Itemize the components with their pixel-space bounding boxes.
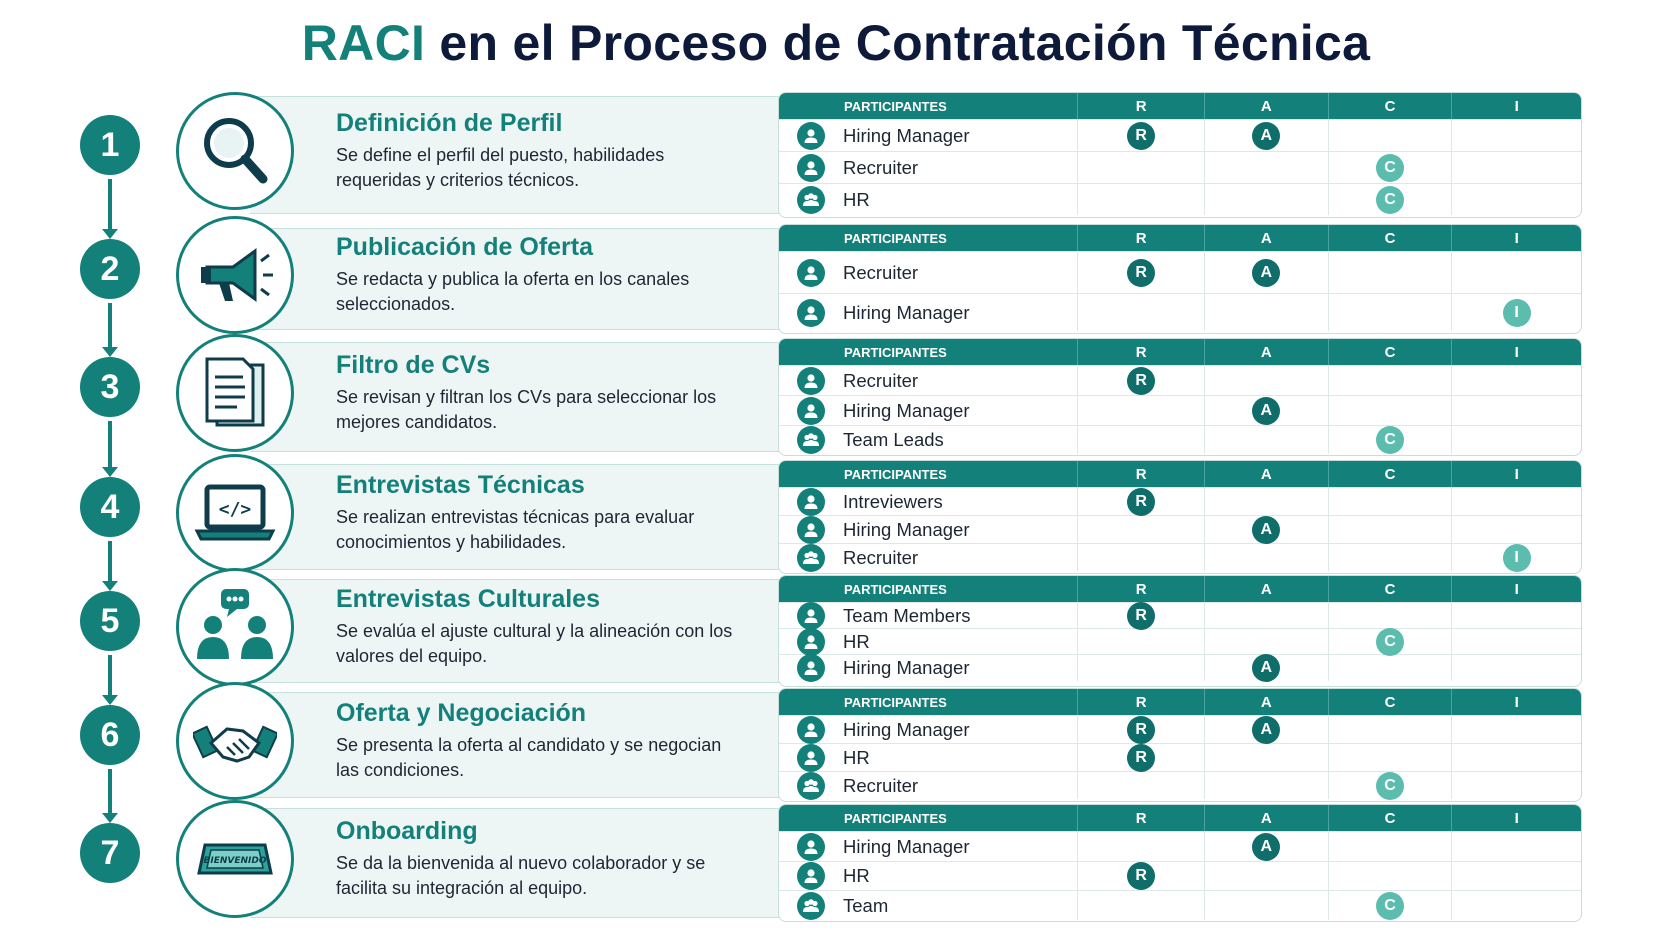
raci-row	[779, 890, 1581, 920]
role-cell-i	[1452, 488, 1581, 515]
role-cell-c	[1329, 655, 1453, 681]
participant-name: Hiring Manager	[843, 124, 970, 146]
role-cell-c	[1329, 862, 1453, 890]
role-cell-c	[1329, 426, 1453, 454]
person-icon	[797, 122, 825, 150]
participant-cell	[779, 629, 1078, 654]
step-number-badge: 6	[80, 705, 140, 765]
role-cell-c	[1329, 120, 1453, 151]
role-cell-r	[1078, 252, 1205, 293]
role-cell-i	[1452, 184, 1581, 215]
raci-row	[779, 602, 1581, 628]
header-i: I	[1514, 343, 1519, 361]
flow-arrow	[108, 655, 112, 697]
title-accent: RACI	[301, 15, 426, 71]
role-cell-i	[1452, 294, 1581, 331]
participant-name: Hiring Manager	[843, 835, 970, 857]
participant-name: Team	[843, 894, 889, 916]
flow-arrow	[108, 541, 112, 583]
flow-arrow	[108, 421, 112, 469]
role-cell-r	[1078, 488, 1205, 515]
laptop-code-icon	[193, 471, 277, 555]
step-description: Se realizan entrevistas técnicas para evaluar conocimientos y habilidades.	[336, 507, 695, 552]
role-cell-a	[1205, 396, 1329, 425]
header-a: A	[1205, 689, 1329, 715]
header-participantes: PARTICIPANTES	[779, 805, 1078, 831]
role-cell-i	[1452, 252, 1581, 293]
step-number-badge: 4	[80, 477, 140, 537]
role-cell-i	[1452, 603, 1581, 628]
person-icon	[797, 299, 825, 327]
role-cell-c	[1329, 629, 1453, 654]
person-icon	[797, 259, 825, 287]
role-cell-r	[1078, 772, 1205, 799]
step-title: Onboarding	[336, 817, 478, 845]
participant-cell	[779, 294, 1078, 331]
step-icon-circle	[176, 800, 294, 918]
raci-row	[779, 771, 1581, 799]
raci-badge-r: R	[1127, 488, 1155, 516]
role-cell-c	[1329, 772, 1453, 799]
header-r: R	[1078, 576, 1205, 602]
conversation-icon	[193, 585, 277, 669]
raci-badge-c: C	[1376, 892, 1404, 920]
role-cell-r	[1078, 426, 1205, 454]
svg-text:BIENVENIDO: BIENVENIDO	[203, 856, 267, 866]
role-cell-r	[1078, 396, 1205, 425]
participant-cell	[779, 744, 1078, 771]
header-participantes: PARTICIPANTES	[779, 689, 1078, 715]
role-cell-r	[1078, 366, 1205, 395]
role-cell-a	[1205, 152, 1329, 183]
flow-arrow	[108, 179, 112, 231]
header-r: R	[1078, 225, 1205, 251]
raci-table	[778, 688, 1582, 802]
header-i: I	[1514, 229, 1519, 247]
raci-row	[779, 654, 1581, 681]
header-participantes: PARTICIPANTES	[779, 461, 1078, 487]
participant-cell	[779, 772, 1078, 799]
participant-name: Recruiter	[843, 546, 919, 568]
raci-badge-r: R	[1127, 259, 1155, 287]
participant-name: Hiring Manager	[843, 399, 970, 421]
participant-name: Hiring Manager	[843, 301, 970, 323]
raci-table-header	[779, 805, 1581, 831]
raci-badge-a: A	[1252, 716, 1280, 744]
participant-cell	[779, 603, 1078, 628]
step-number-badge: 2	[80, 239, 140, 299]
step-title: Definición de Perfil	[336, 109, 563, 137]
role-cell-i	[1452, 426, 1581, 454]
raci-table	[778, 575, 1582, 687]
role-cell-c	[1329, 832, 1453, 861]
role-cell-a	[1205, 544, 1329, 571]
raci-table-header	[779, 225, 1581, 251]
role-cell-a	[1205, 516, 1329, 543]
role-cell-i	[1452, 396, 1581, 425]
step-title: Entrevistas Culturales	[336, 585, 600, 613]
role-cell-r	[1078, 891, 1205, 920]
handshake-icon	[193, 699, 277, 783]
header-participantes: PARTICIPANTES	[779, 576, 1078, 602]
person-icon	[797, 397, 825, 425]
header-c: C	[1329, 93, 1453, 119]
raci-table	[778, 224, 1582, 334]
role-cell-a	[1205, 772, 1329, 799]
raci-row	[779, 395, 1581, 425]
raci-badge-c: C	[1376, 186, 1404, 214]
participant-cell	[779, 366, 1078, 395]
raci-row	[779, 628, 1581, 654]
role-cell-c	[1329, 544, 1453, 571]
role-cell-a	[1205, 426, 1329, 454]
role-cell-i	[1452, 120, 1581, 151]
role-cell-i	[1452, 516, 1581, 543]
group-icon	[797, 544, 825, 572]
person-icon	[797, 516, 825, 544]
raci-badge-i: I	[1503, 544, 1531, 572]
person-icon	[797, 488, 825, 516]
role-cell-a	[1205, 488, 1329, 515]
person-icon	[797, 744, 825, 772]
person-icon	[797, 367, 825, 395]
role-cell-a	[1205, 655, 1329, 681]
raci-badge-r: R	[1127, 602, 1155, 630]
group-icon	[797, 892, 825, 920]
role-cell-a	[1205, 603, 1329, 628]
raci-table-header	[779, 576, 1581, 602]
step-description: Se evalúa el ajuste cultural y la alineación con los valores del equipo.	[336, 621, 733, 666]
title-rest: en el Proceso de Contratación Técnica	[439, 15, 1371, 71]
raci-table-header	[779, 689, 1581, 715]
raci-badge-a: A	[1252, 833, 1280, 861]
raci-badge-c: C	[1376, 772, 1404, 800]
role-cell-a	[1205, 120, 1329, 151]
header-c: C	[1329, 339, 1453, 365]
header-a: A	[1205, 576, 1329, 602]
raci-row	[779, 861, 1581, 890]
role-cell-c	[1329, 366, 1453, 395]
raci-row	[779, 487, 1581, 515]
raci-badge-r: R	[1127, 744, 1155, 772]
raci-table	[778, 460, 1582, 574]
svg-text:</>: </>	[218, 499, 252, 520]
raci-row	[779, 715, 1581, 743]
raci-row	[779, 119, 1581, 151]
role-cell-r	[1078, 716, 1205, 743]
role-cell-i	[1452, 891, 1581, 920]
raci-row	[779, 293, 1581, 331]
header-i: I	[1514, 97, 1519, 115]
raci-badge-r: R	[1127, 367, 1155, 395]
step-icon-circle	[176, 334, 294, 452]
header-a: A	[1205, 93, 1329, 119]
role-cell-c	[1329, 716, 1453, 743]
step-description: Se define el perfil del puesto, habilidades requeridas y criterios técnicos.	[336, 145, 665, 190]
header-r: R	[1078, 461, 1205, 487]
role-cell-i	[1452, 544, 1581, 571]
role-cell-r	[1078, 655, 1205, 681]
step-title: Oferta y Negociación	[336, 699, 587, 727]
step-description: Se presenta la oferta al candidato y se negocian las condiciones.	[336, 735, 722, 780]
participant-name: Team Members	[843, 604, 971, 626]
role-cell-a	[1205, 832, 1329, 861]
raci-row	[779, 183, 1581, 215]
role-cell-c	[1329, 252, 1453, 293]
role-cell-r	[1078, 832, 1205, 861]
participant-name: Hiring Manager	[843, 518, 970, 540]
raci-table-header	[779, 339, 1581, 365]
document-icon	[193, 351, 277, 435]
header-a: A	[1205, 339, 1329, 365]
raci-row	[779, 151, 1581, 183]
participant-cell	[779, 184, 1078, 215]
raci-table-header	[779, 461, 1581, 487]
role-cell-i	[1452, 152, 1581, 183]
flow-arrow	[108, 303, 112, 349]
raci-badge-a: A	[1252, 516, 1280, 544]
role-cell-i	[1452, 716, 1581, 743]
role-cell-a	[1205, 294, 1329, 331]
participant-cell	[779, 891, 1078, 920]
person-icon	[797, 716, 825, 744]
role-cell-r	[1078, 629, 1205, 654]
participant-cell	[779, 252, 1078, 293]
role-cell-r	[1078, 544, 1205, 571]
role-cell-c	[1329, 396, 1453, 425]
participant-cell	[779, 832, 1078, 861]
participant-name: Recruiter	[843, 261, 919, 283]
participant-name: Hiring Manager	[843, 718, 970, 740]
raci-badge-c: C	[1376, 628, 1404, 656]
role-cell-i	[1452, 655, 1581, 681]
group-icon	[797, 426, 825, 454]
participant-name: HR	[843, 188, 870, 210]
step-description: Se redacta y publica la oferta en los canales seleccionados.	[336, 269, 690, 314]
welcome-mat-icon	[193, 817, 277, 901]
role-cell-a	[1205, 716, 1329, 743]
raci-row	[779, 251, 1581, 293]
participant-cell	[779, 516, 1078, 543]
header-r: R	[1078, 93, 1205, 119]
step-icon-circle	[176, 454, 294, 572]
header-a: A	[1205, 805, 1329, 831]
role-cell-c	[1329, 152, 1453, 183]
participant-name: HR	[843, 630, 870, 652]
participant-name: HR	[843, 746, 870, 768]
role-cell-a	[1205, 252, 1329, 293]
raci-row	[779, 425, 1581, 454]
participant-name: Intreviewers	[843, 490, 943, 512]
role-cell-r	[1078, 516, 1205, 543]
header-c: C	[1329, 576, 1453, 602]
role-cell-r	[1078, 184, 1205, 215]
header-participantes: PARTICIPANTES	[779, 225, 1078, 251]
step-icon-circle	[176, 216, 294, 334]
role-cell-i	[1452, 832, 1581, 861]
role-cell-i	[1452, 744, 1581, 771]
role-cell-r	[1078, 744, 1205, 771]
role-cell-a	[1205, 862, 1329, 890]
step-description: Se revisan y filtran los CVs para seleccionar los mejores candidatos.	[336, 387, 717, 432]
raci-table-header	[779, 93, 1581, 119]
person-icon	[797, 628, 825, 656]
participant-cell	[779, 862, 1078, 890]
header-r: R	[1078, 689, 1205, 715]
person-icon	[797, 654, 825, 682]
group-icon	[797, 186, 825, 214]
raci-row	[779, 515, 1581, 543]
header-r: R	[1078, 805, 1205, 831]
header-participantes: PARTICIPANTES	[779, 339, 1078, 365]
role-cell-c	[1329, 184, 1453, 215]
role-cell-r	[1078, 294, 1205, 331]
header-c: C	[1329, 461, 1453, 487]
raci-row	[779, 831, 1581, 861]
participant-cell	[779, 152, 1078, 183]
participant-name: Recruiter	[843, 369, 919, 391]
flow-arrow	[108, 769, 112, 815]
person-icon	[797, 602, 825, 630]
raci-table	[778, 338, 1582, 456]
role-cell-c	[1329, 891, 1453, 920]
header-i: I	[1514, 580, 1519, 598]
magnifier-icon	[193, 109, 277, 193]
header-i: I	[1514, 693, 1519, 711]
step-title: Entrevistas Técnicas	[336, 471, 585, 499]
step-title: Publicación de Oferta	[336, 233, 594, 261]
raci-badge-c: C	[1376, 154, 1404, 182]
raci-badge-a: A	[1252, 259, 1280, 287]
role-cell-i	[1452, 629, 1581, 654]
header-a: A	[1205, 461, 1329, 487]
participant-cell	[779, 488, 1078, 515]
raci-row	[779, 543, 1581, 571]
role-cell-r	[1078, 603, 1205, 628]
megaphone-icon	[193, 233, 277, 317]
role-cell-r	[1078, 120, 1205, 151]
header-c: C	[1329, 805, 1453, 831]
raci-table	[778, 804, 1582, 922]
role-cell-c	[1329, 294, 1453, 331]
participant-cell	[779, 716, 1078, 743]
raci-badge-r: R	[1127, 122, 1155, 150]
step-number-badge: 5	[80, 591, 140, 651]
step-description: Se da la bienvenida al nuevo colaborador y se facilita su integración al equipo.	[336, 853, 706, 898]
group-icon	[797, 772, 825, 800]
role-cell-a	[1205, 744, 1329, 771]
raci-badge-i: I	[1503, 299, 1531, 327]
raci-row	[779, 743, 1581, 771]
step-number-badge: 7	[80, 823, 140, 883]
raci-badge-c: C	[1376, 426, 1404, 454]
role-cell-a	[1205, 184, 1329, 215]
participant-name: Team Leads	[843, 429, 944, 450]
participant-name: Recruiter	[843, 156, 919, 178]
participant-name: Hiring Manager	[843, 657, 970, 678]
raci-row	[779, 365, 1581, 395]
participant-name: Recruiter	[843, 774, 919, 796]
step-icon-circle	[176, 92, 294, 210]
role-cell-i	[1452, 366, 1581, 395]
participant-name: HR	[843, 865, 870, 886]
step-number-badge: 1	[80, 115, 140, 175]
header-i: I	[1514, 465, 1519, 483]
participant-cell	[779, 544, 1078, 571]
participant-cell	[779, 426, 1078, 454]
role-cell-i	[1452, 862, 1581, 890]
participant-cell	[779, 655, 1078, 681]
person-icon	[797, 833, 825, 861]
role-cell-i	[1452, 772, 1581, 799]
step-title: Filtro de CVs	[336, 351, 491, 379]
participant-cell	[779, 396, 1078, 425]
raci-badge-a: A	[1252, 397, 1280, 425]
role-cell-r	[1078, 862, 1205, 890]
header-a: A	[1205, 225, 1329, 251]
role-cell-a	[1205, 366, 1329, 395]
step-number-badge: 3	[80, 357, 140, 417]
role-cell-c	[1329, 488, 1453, 515]
raci-table	[778, 92, 1582, 218]
participant-cell	[779, 120, 1078, 151]
raci-badge-r: R	[1127, 862, 1155, 890]
person-icon	[797, 862, 825, 890]
role-cell-r	[1078, 152, 1205, 183]
page-title	[0, 14, 1672, 72]
raci-badge-a: A	[1252, 654, 1280, 682]
person-icon	[797, 154, 825, 182]
header-c: C	[1329, 689, 1453, 715]
role-cell-c	[1329, 516, 1453, 543]
role-cell-a	[1205, 891, 1329, 920]
header-participantes: PARTICIPANTES	[779, 93, 1078, 119]
header-r: R	[1078, 339, 1205, 365]
header-i: I	[1514, 809, 1519, 827]
header-c: C	[1329, 225, 1453, 251]
step-icon-circle	[176, 568, 294, 686]
role-cell-a	[1205, 629, 1329, 654]
raci-badge-a: A	[1252, 122, 1280, 150]
role-cell-c	[1329, 603, 1453, 628]
raci-badge-r: R	[1127, 716, 1155, 744]
role-cell-c	[1329, 744, 1453, 771]
step-icon-circle	[176, 682, 294, 800]
